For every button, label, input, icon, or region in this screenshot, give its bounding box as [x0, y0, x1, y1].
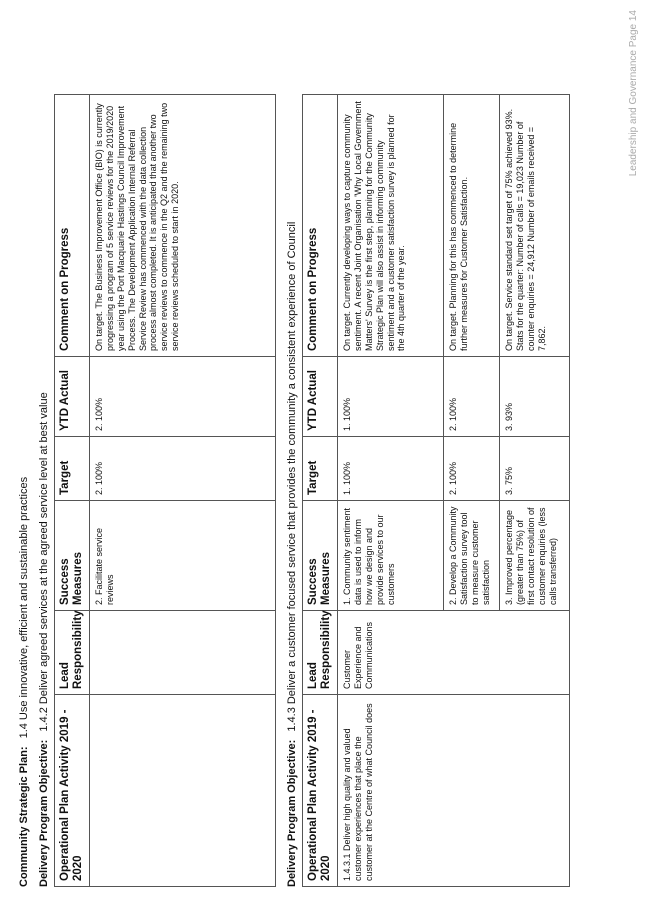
dpo-value-2: 1.4.3 Deliver a customer focused service that provides the community a consistent experience of Council [286, 221, 298, 732]
target-cell: 2. 100% [90, 437, 276, 501]
table-header-row [55, 95, 90, 887]
target-cell: 1. 100% [338, 437, 444, 501]
activity-cell: 1.4.3.1 Deliver high quality and valued customer experiences that place the customer at the Centre of what Council does [338, 695, 570, 887]
csp-value: 1.4 Use innovative, efficient and sustainable practices [18, 476, 30, 739]
col-target: Target [55, 437, 90, 501]
delivery-program-objective-line-2 [286, 222, 298, 887]
ytd-cell: 2. 100% [444, 357, 500, 437]
dpo-label-2: Delivery Program Objective: [286, 739, 298, 887]
target-cell: 2. 100% [444, 437, 500, 501]
service-level-table [54, 94, 276, 887]
dpo-value-1: 1.4.2 Deliver agreed services at the agreed service level at best value [38, 392, 50, 732]
lead-cell: Customer Experience and Communications [338, 611, 570, 695]
page-footer: Leadership and Governance Page 14 [628, 10, 639, 177]
col-comment: Comment on Progress [55, 95, 90, 357]
delivery-program-objective-line-1 [38, 392, 50, 887]
measure-cell: 1. Community sentiment data is used to inform how we design and provide services to our customers [338, 501, 444, 611]
table-row [338, 95, 444, 887]
col-activity: Operational Plan Activity 2019 - 2020 [303, 695, 338, 887]
dpo-label: Delivery Program Objective: [38, 739, 50, 887]
ytd-cell: 3. 93% [500, 357, 570, 437]
measure-cell: 3. Improved percentage (greater than 75%) of first contact resolution of customer enquiries (less calls transferred) [500, 501, 570, 611]
measure-cell: 2. Develop a Community Satisfaction survey tool to measure customer satisfaction [444, 501, 500, 611]
table-header-row [303, 95, 338, 887]
col-ytd: YTD Actual [303, 357, 338, 437]
col-ytd: YTD Actual [55, 357, 90, 437]
col-measures: Success Measures [303, 501, 338, 611]
csp-label: Community Strategic Plan: [18, 746, 30, 887]
activity-cell [90, 695, 276, 887]
comment-cell: On target. Currently developing ways to capture community sentiment. A recent Joint Organisation 'Why Local Government Matters' Survey is the first step, planning for the Community Strategic Plan will also assist in informing community sentiment and a customer satisfaction survey is planned for the 4th quarter of the year. [338, 95, 444, 357]
col-comment: Comment on Progress [303, 95, 338, 357]
col-lead: Lead Responsibility [55, 611, 90, 695]
table-row [90, 95, 276, 887]
measure-cell: 2. Facilitate service reviews [90, 501, 276, 611]
comment-cell: On target. Planning for this has commenced to determine further measures for Customer Satisfaction. [444, 95, 500, 357]
lead-cell [90, 611, 276, 695]
ytd-cell: 2. 100% [90, 357, 276, 437]
col-target: Target [303, 437, 338, 501]
comment-cell: On target. Service standard set target of 75% achieved 93%. Stats for the quarter: Number of calls = 19,023 Number of counter enquiries = 24,912 Number of emails received = 7,862. [500, 95, 570, 357]
community-strategic-plan-line [18, 477, 30, 887]
col-measures: Success Measures [55, 501, 90, 611]
col-lead: Lead Responsibility [303, 611, 338, 695]
ytd-cell: 1. 100% [338, 357, 444, 437]
target-cell: 3. 75% [500, 437, 570, 501]
customer-experience-table [302, 94, 570, 887]
comment-cell: On target. The Business Improvement Office (BIO) is currently progressing a program of 5 service reviews for the 2019/2020 year using the Port Macquarie Hastings Council Improvement Process. The Development Application Internal Referral Service Review has commenced with the data collection process almost completed. It is anticipated that another two service reviews to commence in the Q2 and the remaining two service reviews scheduled to start in 2020. [90, 95, 276, 357]
col-activity: Operational Plan Activity 2019 - 2020 [55, 695, 90, 887]
